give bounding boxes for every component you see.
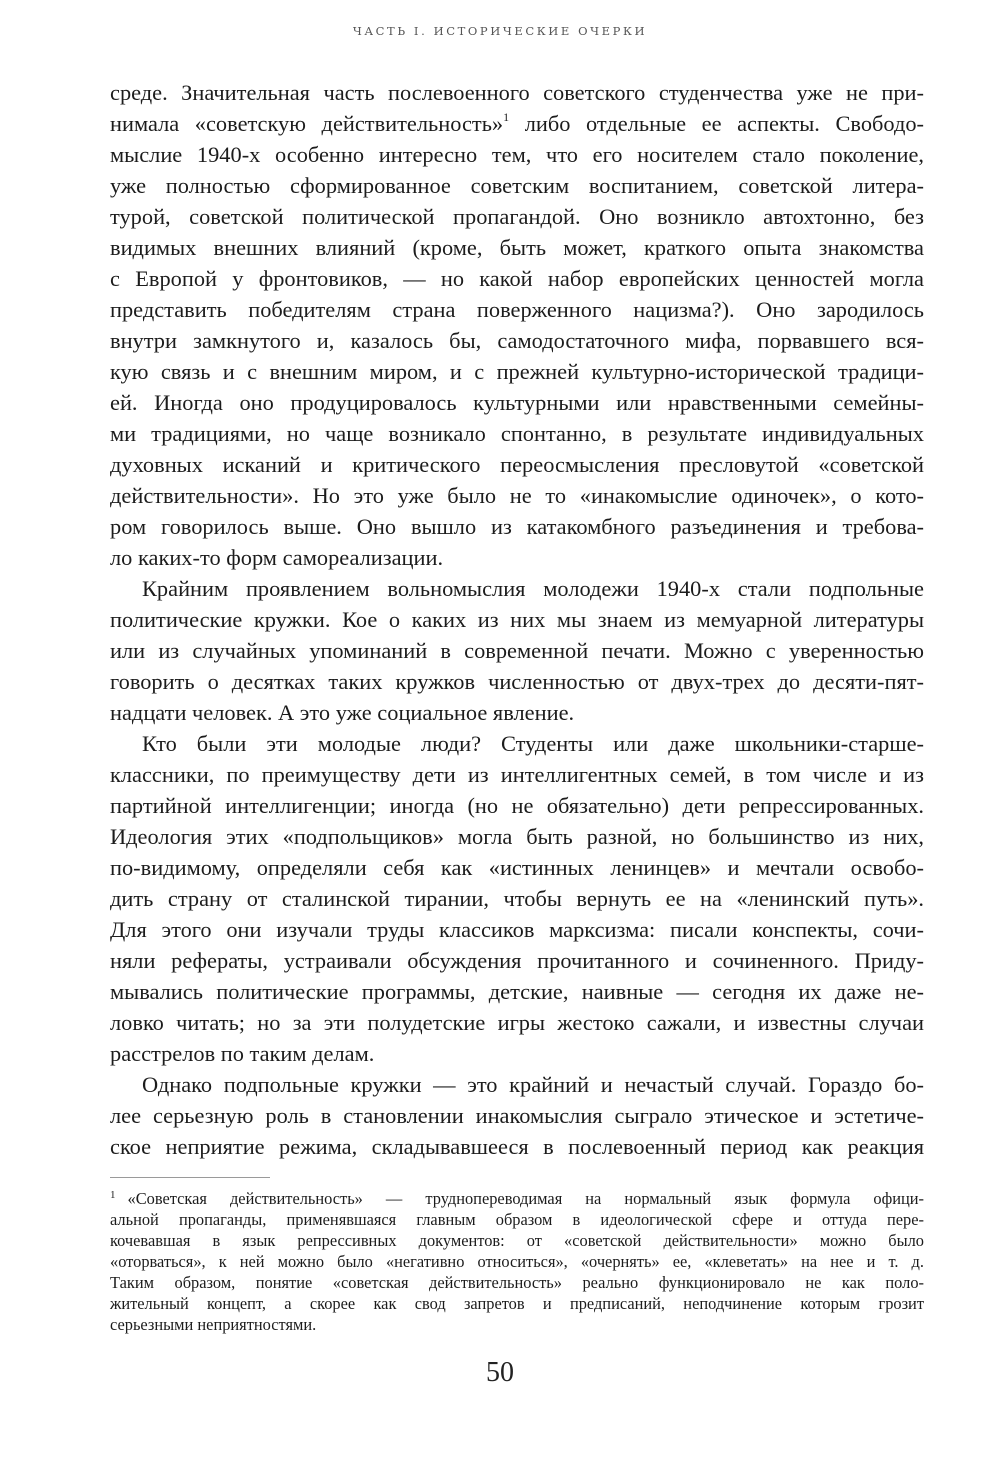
text-line: Крайним проявлением вольномыслия молодежи 1940-х стали подпольные [142, 576, 924, 601]
text-line: няли рефераты, устраивали обсуждения прочитанного и сочиненного. Приду- [110, 948, 924, 973]
text-line: ское неприятие режима, складывавшееся в послевоенный период как реакция [110, 1134, 924, 1159]
text-line: по-видимому, определяли себя как «истинных ленинцев» и мечтали освобо- [110, 855, 924, 880]
text-line: мыслие 1940-х особенно интересно тем, что его носителем стало поколение, [110, 142, 924, 167]
text-line: духовных исканий и критического переосмысления пресловутой «советской [110, 452, 924, 477]
text-line: ло каких-то форм самореализации. [110, 545, 444, 570]
footnote-line: серьезными неприятностями. [110, 1315, 317, 1334]
text-line [110, 109, 924, 139]
text-line: турой, советской политической пропагандой. Оно возникло автохтонно, без [110, 204, 924, 229]
text-line: кую связь и с внешним миром, и с прежней культурно-исторической традици- [110, 359, 924, 384]
text-line: представить победителям страна поверженного нацизма?). Оно зародилось [110, 297, 924, 322]
text-line: действительности». Но это уже было не то «инакомыслие одиночек», о кото- [110, 483, 924, 508]
text-line: ми традициями, но чаще возникало спонтанно, в результате индивидуальных [110, 421, 924, 446]
text-line: видимых внешних влияний (кроме, быть может, краткого опыта знакомства [110, 235, 924, 260]
text-fragment: нимала «советскую действительность» [110, 111, 504, 136]
footnote-line: жительный концепт, а скорее как свод запретов и предписаний, неподчинение которым грозит [110, 1294, 924, 1313]
text-line: политические кружки. Кое о каких из них мы знаем из мемуарной литературы [110, 607, 924, 632]
text-line: или из случайных упоминаний в современной печати. Можно с уверенностью [110, 638, 924, 663]
footnote-line: «оторваться», к ней можно было «негативно относиться», «очернять» ее, «клеветать» на нее и т. д. [110, 1252, 924, 1271]
text-line: мывались политические программы, детские, наивные — сегодня их даже не- [110, 979, 924, 1004]
text-line: Для этого они изучали труды классиков марксизма: писали конспекты, сочи- [110, 917, 924, 942]
text-line: ловко читать; но за эти полудетские игры жестоко сажали, и известны случаи [110, 1010, 924, 1035]
page-number: 50 [486, 1357, 514, 1388]
text-line: Идеология этих «подпольщиков» могла быть разной, но большинство из них, [110, 824, 924, 849]
text-line: уже полностью сформированное советским воспитанием, советской литера- [110, 173, 924, 198]
footnote-marker: 1 [110, 1189, 116, 1201]
text-line: партийной интеллигенции; иногда (но не обязательно) дети репрессированных. [110, 793, 924, 818]
text-fragment: либо отдельные ее аспекты. Свободо- [524, 111, 924, 136]
text-line: лее серьезную роль в становлении инакомыслия сыграло этическое и эстетиче- [110, 1103, 924, 1128]
text-line: классники, по преимуществу дети из интеллигентных семей, в том числе и из [110, 762, 924, 787]
footnote-line [110, 1189, 924, 1209]
text-line: Однако подпольные кружки — это крайний и нечастый случай. Гораздо бо- [142, 1072, 924, 1097]
running-head: ЧАСТЬ I. ИСТОРИЧЕСКИЕ ОЧЕРКИ [352, 24, 648, 38]
footnote-line: кочевавшая в язык репрессивных документов: от «советской действительности» можно было [110, 1231, 924, 1250]
text-line: ром говорилось выше. Оно вышло из катакомбного разъединения и требова- [110, 514, 924, 539]
text-line: с Европой у фронтовиков, — но какой набор европейских ценностей могла [110, 266, 924, 291]
footnote-line: альной пропаганды, применявшаяся главным образом в идеологической сфере и оттуда пере- [110, 1210, 924, 1229]
footnote-line: Таким образом, понятие «советская действительность» реально функционировало не как поло- [110, 1273, 924, 1292]
text-line: надцати человек. А это уже социальное явление. [110, 700, 575, 725]
text-line: говорить о десятках таких кружков численностью от двух-трех до десяти-пят- [110, 669, 924, 694]
text-line: расстрелов по таким делам. [110, 1041, 375, 1066]
text-line: Кто были эти молодые люди? Студенты или даже школьники-старше- [142, 731, 924, 756]
text-line: внутри замкнутого и, казалось бы, самодостаточного мифа, порвавшего вся- [110, 328, 924, 353]
text-line: дить страну от сталинской тирании, чтобы вернуть ее на «ленинский путь». [110, 886, 924, 911]
footnote-text: «Советская действительность» — труднопереводимая на нормальный язык формула офици- [127, 1189, 924, 1208]
text-line: ей. Иногда оно продуцировалось культурными или нравственными семейны- [110, 390, 924, 415]
footnote-divider [110, 1177, 270, 1178]
text-line: среде. Значительная часть послевоенного советского студенчества уже не при- [110, 80, 924, 105]
footnote-reference[interactable]: 1 [503, 110, 510, 124]
